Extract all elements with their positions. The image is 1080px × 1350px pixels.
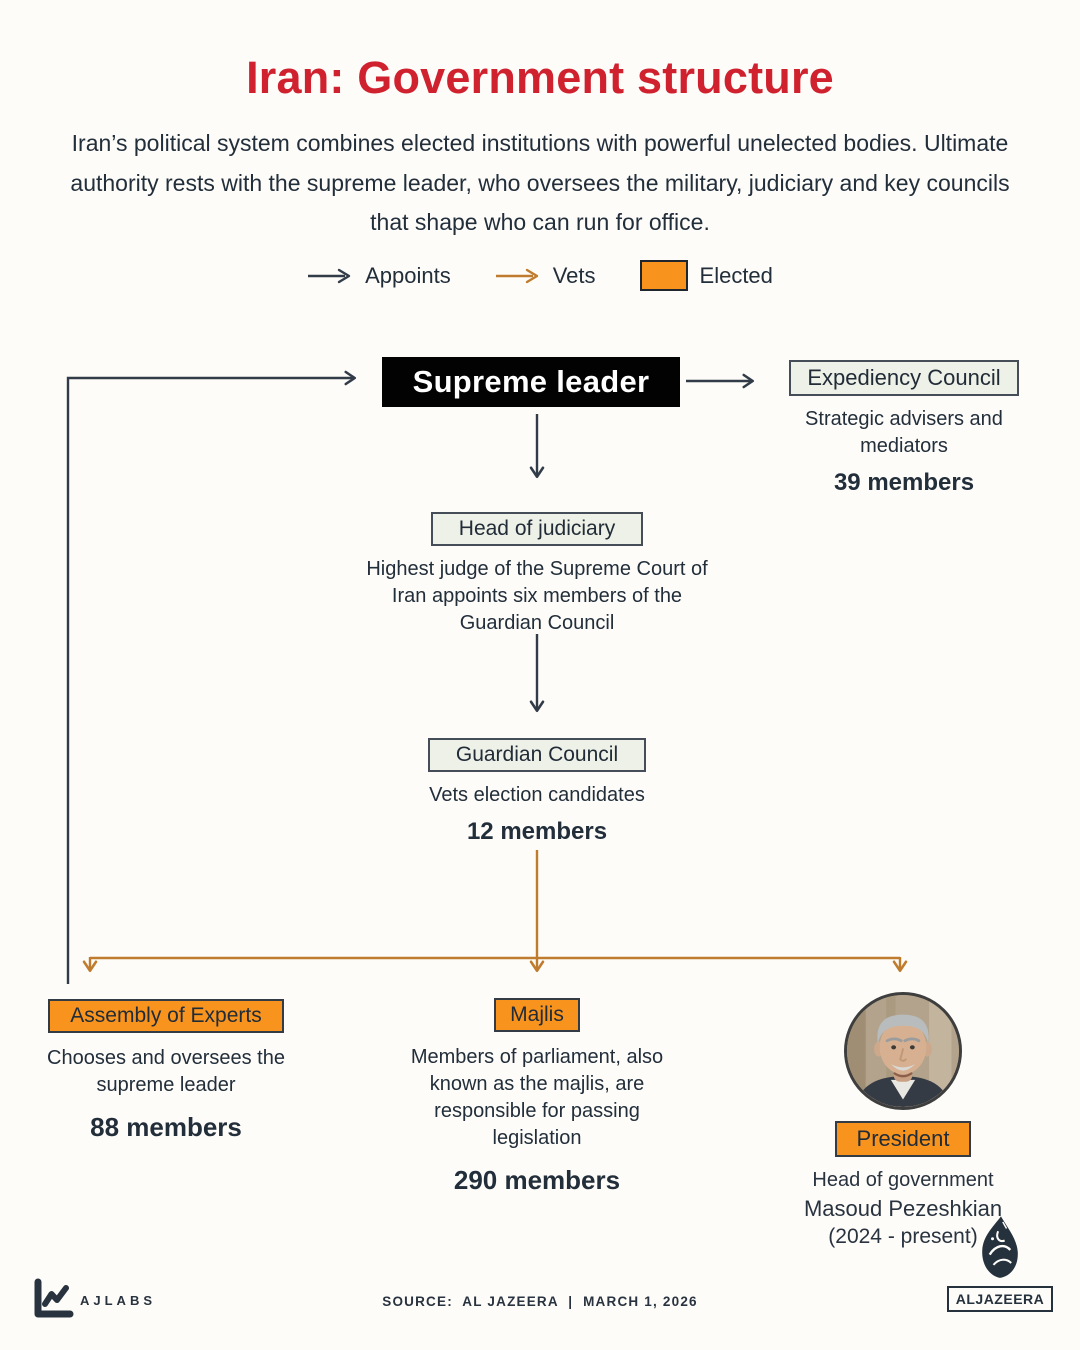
legend-item-appoints: [307, 263, 451, 289]
vets-arrow-icon: [495, 268, 541, 284]
president-photo: [844, 992, 962, 1110]
president-avatar-illustration: [847, 995, 959, 1107]
guardian-council-label: Guardian Council: [428, 738, 646, 772]
node-assembly-of-experts: [38, 999, 294, 1143]
legend-appoints-label: Appoints: [365, 262, 451, 288]
aljazeera-label: ALJAZEERA: [947, 1286, 1054, 1312]
expediency-council-label: Expediency Council: [789, 360, 1018, 396]
legend-elected-label: Elected: [699, 262, 773, 288]
source-line: SOURCE: AL JAZEERA | MARCH 1, 2026: [382, 1294, 698, 1309]
president-term: (2024 - present): [828, 1225, 978, 1248]
node-guardian-council: [352, 738, 722, 846]
guardian-council-description: Vets election candidates: [429, 784, 645, 806]
legend-vets-label: Vets: [552, 262, 596, 288]
legend-item-vets: [495, 263, 596, 289]
node-majlis: [387, 998, 687, 1196]
node-supreme-leader: [382, 357, 680, 407]
assembly-of-experts-label: Assembly of Experts: [48, 999, 283, 1033]
legend: [0, 260, 1080, 291]
majlis-label: Majlis: [494, 998, 580, 1032]
aljazeera-calligraphy-icon: [972, 1214, 1028, 1284]
node-head-of-judiciary: [352, 512, 722, 637]
expediency-council-description: Strategic advisers and mediators: [805, 408, 1003, 457]
president-role: Head of government: [812, 1169, 994, 1191]
expediency-council-members: 39 members: [833, 469, 975, 496]
node-president: [768, 992, 1038, 1249]
president-name: Masoud Pezeshkian: [803, 1196, 1003, 1221]
legend-item-elected: [640, 260, 773, 291]
page-title: Iran: Government structure: [246, 52, 834, 103]
majlis-description: Members of parliament, also known as the majlis, are responsible for passing legislation: [410, 1046, 664, 1149]
majlis-members: 290 members: [453, 1165, 621, 1195]
head-of-judiciary-label: Head of judiciary: [431, 512, 643, 546]
guardian-council-members: 12 members: [466, 818, 608, 845]
head-of-judiciary-description: Highest judge of the Supreme Court of Iran appoints six members of the Guardian Council: [366, 558, 708, 634]
assembly-of-experts-members: 88 members: [90, 1112, 242, 1142]
president-label: President: [835, 1121, 972, 1157]
elected-swatch: [640, 260, 688, 291]
ajlabs-label: AJLABS: [80, 1292, 157, 1308]
appoints-line-assembly-to-supreme-leader: [68, 378, 354, 984]
aljazeera-logo: [950, 1214, 1050, 1312]
supreme-leader-label: Supreme leader: [412, 364, 650, 399]
appoints-arrow-icon: [307, 268, 353, 284]
node-expediency-council: [775, 360, 1033, 497]
assembly-of-experts-description: Chooses and oversees the supreme leader: [47, 1047, 285, 1096]
intro-paragraph: Iran’s political system combines elected institutions with powerful unelected bodies. Ultimate authority rests with the supreme leader, who oversees the military, judiciary and key councils that shape who can run for office.: [70, 130, 1010, 236]
